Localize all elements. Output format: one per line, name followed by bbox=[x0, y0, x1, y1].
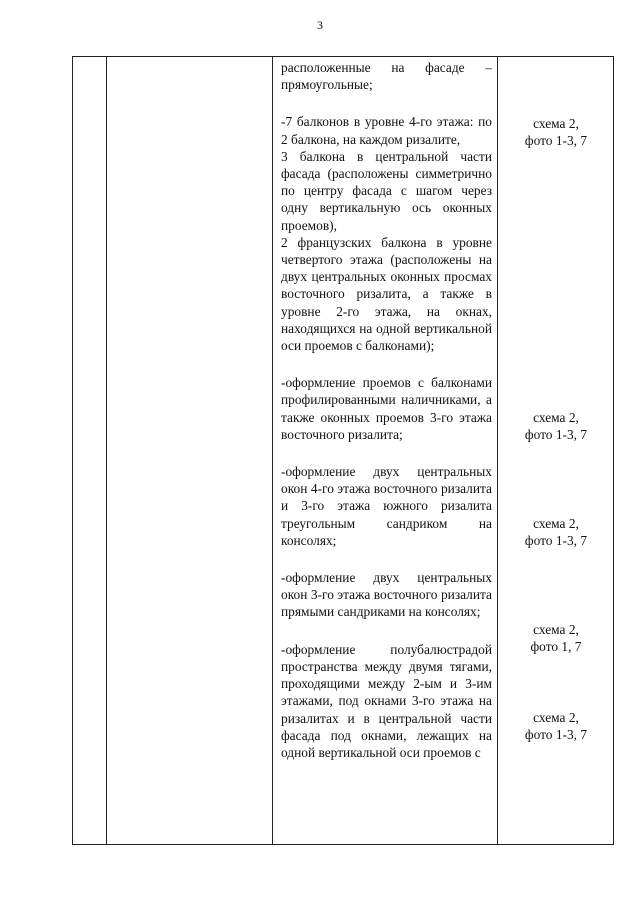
description-item: -оформление двух центральных окон 4-го этажа восточного ризалита и 3-го этажа южного ризалита треугольным сандриком на консолях; bbox=[281, 464, 492, 548]
description-item: расположенные на фасаде – прямоугольные; bbox=[281, 60, 492, 93]
number-cell bbox=[73, 57, 107, 845]
reference-item: схема 2, фото 1-3, 7 bbox=[524, 116, 588, 149]
object-cell bbox=[107, 57, 273, 845]
table-row bbox=[73, 57, 614, 845]
description-item: -оформление проемов с балконами профилированными наличниками, а также оконных проемов 3-го этажа восточного ризалита; bbox=[281, 375, 492, 442]
reference-item: схема 2, фото 1-3, 7 bbox=[524, 710, 588, 743]
reference-item: схема 2, фото 1-3, 7 bbox=[524, 516, 588, 549]
description-item: -оформление двух центральных окон 3-го этажа восточного ризалита прямыми сандриками на консолях; bbox=[281, 570, 492, 620]
reference-cell bbox=[498, 57, 614, 845]
reference-item: схема 2, фото 1, 7 bbox=[530, 622, 582, 655]
reference-item: схема 2, фото 1-3, 7 bbox=[524, 410, 588, 443]
document-table bbox=[72, 56, 614, 845]
description-item: -оформление полубалюстрадой пространства между двумя тягами, проходящими между 2-ым и 3-им этажами, под окнами 3-го этажа на ризалитах и в центральной части фасада под окнами, лежащих на одной вертикальной оси проемов с bbox=[281, 641, 492, 760]
description-item: -7 балконов в уровне 4-го этажа: по 2 балкона, на каждом ризалите, 3 балкона в центральной части фасада (расположены симметрично по центру фасада с шагом через одну вертикальную ось оконных проемов), 2 французских балкона в уровне четвертого этажа (расположены на двух центральных оконных просмах восточного ризалита, а также в уровне 2-го этажа, на окнах, находящихся на одной вертикальной оси проемов с балконами); bbox=[281, 114, 492, 354]
page-number: 3 bbox=[317, 18, 323, 32]
description-cell bbox=[273, 57, 498, 845]
